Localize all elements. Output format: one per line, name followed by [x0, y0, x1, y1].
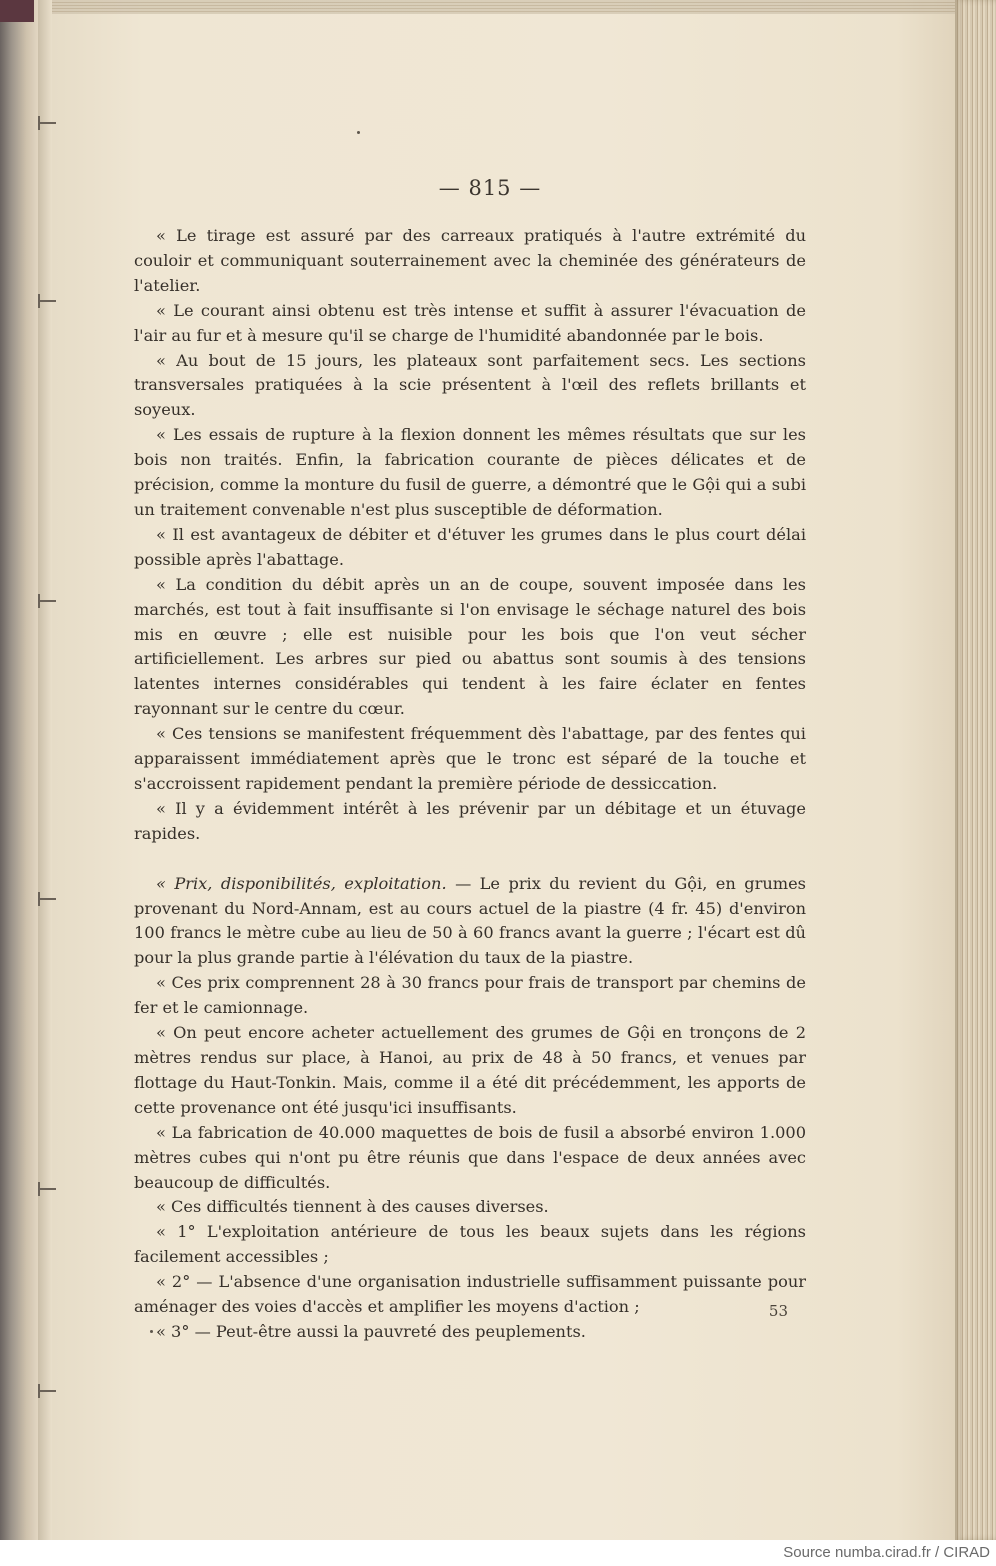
section-lead-text: — Le prix du revient du Gội, en grumes provenant du Nord-Annam, est au cours actuel de la piastre (4 fr. 45) d'environ 100 francs le mètre cube au lieu de 50 à 60 francs avant la guerre ; l'écart est dû pour la plus grande partie à l'élévation du taux de la piastre.	[134, 873, 806, 968]
paragraph: « Le courant ainsi obtenu est très intense et suffit à assurer l'évacuation de l'air au fur et à mesure qu'il se charge de l'humidité abandonnée par le bois.	[134, 300, 806, 345]
paragraph: « Ces prix comprennent 28 à 30 francs pour frais de transport par chemins de fer et le camionnage.	[134, 973, 806, 1018]
section-paragraph	[134, 872, 806, 972]
paragraph: « 1° L'exploitation antérieure de tous les beaux sujets dans les régions facilement accessibles ;	[134, 1222, 806, 1267]
paragraph: « Ces tensions se manifestent fréquemment dès l'abattage, par des fentes qui apparaissent immédiatement après que le tronc est séparé de la touche et s'accroissent rapidement pendant la première période de dessiccation.	[134, 724, 806, 793]
paper-speck	[357, 131, 360, 134]
paragraph: « Il est avantageux de débiter et d'étuver les grumes dans le plus court délai possible après l'abattage.	[134, 524, 806, 569]
binding-mark	[40, 898, 56, 900]
section-heading: « Prix, disponibilités, exploitation.	[156, 873, 447, 893]
page-top-edge	[52, 0, 996, 14]
paragraph: « Il y a évidemment intérêt à les prévenir par un débitage et un étuvage rapides.	[134, 798, 806, 843]
paragraph: « Le tirage est assuré par des carreaux pratiqués à l'autre extrémité du couloir et communiquant souterrainement avec la cheminée des générateurs de l'atelier.	[134, 226, 806, 295]
binding-mark	[40, 1188, 56, 1190]
signature-number: 53	[768, 1302, 788, 1320]
paragraph: « La fabrication de 40.000 maquettes de bois de fusil a absorbé environ 1.000 mètres cubes qui n'ont pu être réunis que dans l'espace de deux années avec beaucoup de difficultés.	[134, 1122, 806, 1192]
source-credit: Source numba.cirad.fr / CIRAD	[783, 1544, 990, 1561]
paragraph: « Ces difficultés tiennent à des causes diverses.	[156, 1197, 549, 1217]
bookmark-ribbon	[0, 0, 34, 22]
paragraph: « 3° — Peut-être aussi la pauvreté des peuplements.	[156, 1321, 586, 1341]
paragraph: « Les essais de rupture à la flexion donnent les mêmes résultats que sur les bois non traités. Enfin, la fabrication courante de pièces délicates et de précision, comme la monture du fusil de guerre, a démontré que le Gội qui a subi un traitement convenable n'est plus susceptible de déformation.	[134, 425, 806, 519]
footer-bar	[0, 1540, 996, 1566]
binding-mark	[40, 600, 56, 602]
book-spine-edge	[0, 0, 38, 1540]
paragraph: « On peut encore acheter actuellement des grumes de Gội en tronçons de 2 mètres rendus sur place, à Hanoi, au prix de 48 à 50 francs, et venues par flottage du Haut-Tonkin. Mais, comme il a été dit précédemment, les apports de cette provenance ont été jusqu'ici insuffisants.	[134, 1023, 806, 1117]
page-number-header: — 815 —	[438, 176, 542, 200]
binding-mark	[40, 1390, 56, 1392]
body-text	[134, 224, 806, 1345]
paragraph: « Au bout de 15 jours, les plateaux sont parfaitement secs. Les sections transversales pratiquées à la scie présentent à l'œil des reflets brillants et soyeux.	[134, 350, 806, 420]
page-gutter	[38, 0, 52, 1540]
paragraph: « La condition du débit après un an de coupe, souvent imposée dans les marchés, est tout à fait insuffisante si l'on envisage le séchage naturel des bois mis en œuvre ; elle est nuisible pour les bois que l'on veut sécher artificiellement. Les arbres sur pied ou abattus sont soumis à des tensions latentes internes considérables qui tendent à les faire éclater en fentes rayonnant sur le centre du cœur.	[134, 574, 806, 719]
binding-mark	[40, 122, 56, 124]
paragraph: « 2° — L'absence d'une organisation industrielle suffisamment puissante pour aménager des voies d'accès et amplifier les moyens d'action ;	[134, 1272, 806, 1317]
binding-mark	[40, 300, 56, 302]
page-stack-edge	[955, 0, 996, 1540]
